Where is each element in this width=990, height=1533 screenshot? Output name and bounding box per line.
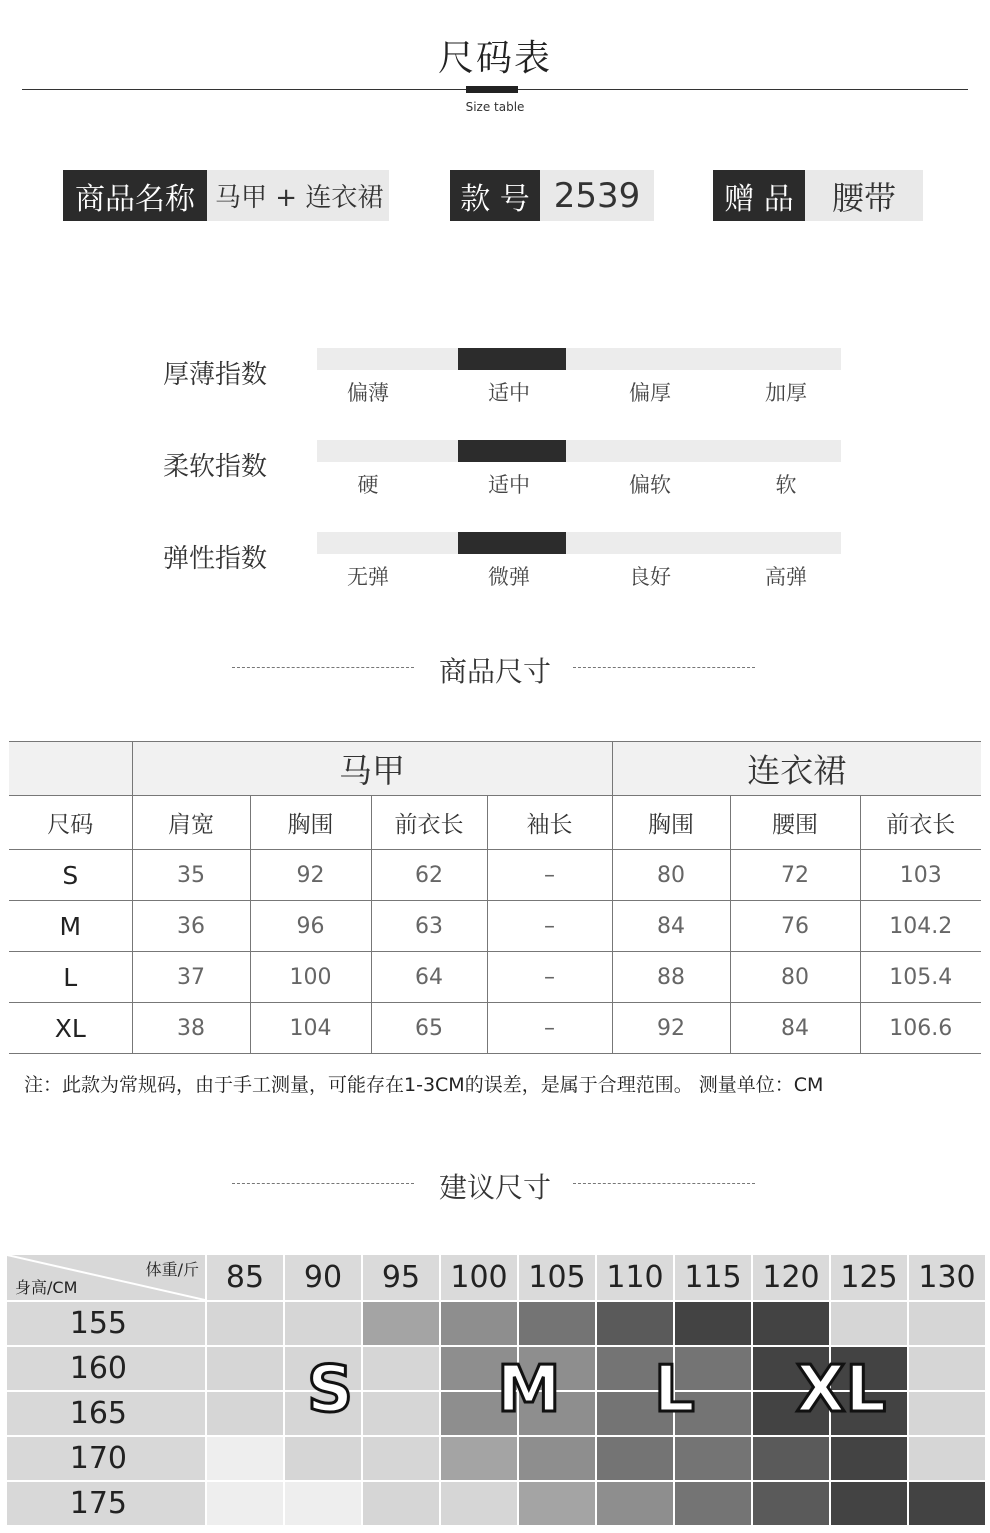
style-number-label: 款 号	[450, 170, 540, 221]
index-option: 硬	[357, 473, 379, 497]
size-cell: XL	[9, 1003, 132, 1054]
measurement-cell: 103	[860, 850, 981, 901]
measurement-cell: 106.6	[860, 1003, 981, 1054]
height-header: 160	[7, 1347, 205, 1390]
size-grid-cell	[753, 1482, 829, 1525]
measurement-cell: 65	[371, 1003, 487, 1054]
index-option: 适中	[488, 473, 530, 497]
size-grid-cell	[675, 1482, 751, 1525]
table-row	[9, 850, 981, 901]
size-grid-cell	[363, 1347, 439, 1390]
weight-header: 90	[285, 1255, 361, 1300]
measurement-cell: 62	[371, 850, 487, 901]
size-grid-cell	[207, 1437, 283, 1480]
size-grid-cell	[753, 1302, 829, 1345]
size-grid-cell	[675, 1302, 751, 1345]
measurement-cell: 72	[730, 850, 860, 901]
size-grid-cell	[675, 1437, 751, 1480]
index-track	[317, 348, 841, 370]
section-divider-right	[573, 667, 755, 668]
table-row	[9, 901, 981, 952]
height-header: 175	[7, 1482, 205, 1525]
measurement-cell: 84	[612, 901, 730, 952]
column-header: 胸围	[250, 796, 371, 850]
size-grid-cell	[519, 1302, 595, 1345]
index-option: 偏软	[629, 473, 671, 497]
measurement-cell: 36	[132, 901, 250, 952]
measurement-cell: 96	[250, 901, 371, 952]
weight-header: 95	[363, 1255, 439, 1300]
index-track	[317, 440, 841, 462]
weight-header: 105	[519, 1255, 595, 1300]
gift-label: 赠 品	[713, 170, 805, 221]
index-option: 无弹	[347, 565, 389, 589]
column-header: 前衣长	[371, 796, 487, 850]
size-grid-cell	[207, 1482, 283, 1525]
group-dress-header: 连衣裙	[612, 742, 981, 796]
size-grid-cell	[519, 1437, 595, 1480]
index-option: 偏薄	[347, 381, 389, 405]
page-title: 尺码表	[437, 38, 552, 79]
index-track	[317, 532, 841, 554]
weight-header: 85	[207, 1255, 283, 1300]
measurement-cell: 84	[730, 1003, 860, 1054]
measurement-cell: –	[487, 901, 612, 952]
column-header: 腰围	[730, 796, 860, 850]
measurement-cell: 64	[371, 952, 487, 1003]
group-vest-header: 马甲	[132, 742, 612, 796]
size-grid-cell	[909, 1392, 985, 1435]
recommended-size-title: 建议尺寸	[438, 1171, 551, 1204]
product-name-label: 商品名称	[63, 170, 207, 221]
measurement-cell: 105.4	[860, 952, 981, 1003]
weight-header: 100	[441, 1255, 517, 1300]
page-subtitle: Size table	[465, 100, 525, 114]
size-letter-m: M	[497, 1353, 561, 1427]
weight-header: 130	[909, 1255, 985, 1300]
index-title: 厚薄指数	[163, 360, 268, 390]
index-option: 软	[775, 473, 797, 497]
weight-header: 120	[753, 1255, 829, 1300]
size-grid-cell	[441, 1482, 517, 1525]
title-accent-bar	[466, 86, 518, 93]
size-grid-cell	[285, 1302, 361, 1345]
size-grid-cell	[363, 1482, 439, 1525]
weight-header: 125	[831, 1255, 907, 1300]
size-grid-cell	[909, 1437, 985, 1480]
size-grid-cell	[363, 1437, 439, 1480]
measurement-cell: –	[487, 850, 612, 901]
index-selected-marker	[458, 348, 566, 370]
section-divider-left	[232, 667, 414, 668]
index-selected-marker	[458, 440, 566, 462]
table-row	[9, 952, 981, 1003]
measurement-cell: 37	[132, 952, 250, 1003]
section-divider-right	[573, 1183, 755, 1184]
size-grid-cell	[441, 1302, 517, 1345]
style-number-value: 2539	[540, 170, 654, 221]
size-grid-cell	[597, 1437, 673, 1480]
measurement-note: 注：此款为常规码，由于手工测量，可能存在1-3CM的误差，是属于合理范围。 测量单位：CM	[24, 1074, 824, 1096]
size-letter-l: L	[654, 1353, 695, 1427]
index-option: 良好	[629, 565, 671, 589]
measurement-cell: 80	[730, 952, 860, 1003]
size-grid-cell	[831, 1482, 907, 1525]
size-grid-cell	[909, 1302, 985, 1345]
measurement-cell: 38	[132, 1003, 250, 1054]
index-title: 弹性指数	[163, 544, 268, 574]
size-cell: L	[9, 952, 132, 1003]
measurement-cell: –	[487, 1003, 612, 1054]
size-grid-cell	[285, 1437, 361, 1480]
height-header: 165	[7, 1392, 205, 1435]
measurement-cell: 76	[730, 901, 860, 952]
grid-corner	[7, 1255, 205, 1300]
size-cell: S	[9, 850, 132, 901]
index-title: 柔软指数	[163, 452, 268, 482]
measurement-cell: –	[487, 952, 612, 1003]
table-corner	[9, 742, 132, 796]
size-grid-cell	[207, 1347, 283, 1390]
index-option: 高弹	[765, 565, 807, 589]
size-table	[9, 741, 981, 1054]
size-grid-cell	[363, 1392, 439, 1435]
size-grid-cell	[909, 1347, 985, 1390]
index-option: 适中	[488, 381, 530, 405]
index-selected-marker	[458, 532, 566, 554]
size-letter-s: S	[307, 1353, 354, 1427]
column-header: 肩宽	[132, 796, 250, 850]
size-cell: M	[9, 901, 132, 952]
size-grid-cell	[207, 1392, 283, 1435]
measurement-cell: 100	[250, 952, 371, 1003]
height-axis-label: 身高/CM	[15, 1278, 78, 1297]
column-header: 胸围	[612, 796, 730, 850]
measurement-cell: 63	[371, 901, 487, 952]
size-grid-cell	[597, 1482, 673, 1525]
size-letter-xl: XL	[796, 1353, 887, 1427]
size-grid-cell	[909, 1482, 985, 1525]
product-size-title: 商品尺寸	[438, 655, 551, 688]
measurement-cell: 104	[250, 1003, 371, 1054]
index-option: 微弹	[488, 565, 530, 589]
section-divider-left	[232, 1183, 414, 1184]
measurement-cell: 92	[612, 1003, 730, 1054]
table-row	[9, 1003, 981, 1054]
column-header: 前衣长	[860, 796, 981, 850]
weight-header: 110	[597, 1255, 673, 1300]
size-grid-cell	[831, 1437, 907, 1480]
measurement-cell: 92	[250, 850, 371, 901]
size-grid-cell	[597, 1302, 673, 1345]
column-header: 尺码	[9, 796, 132, 850]
measurement-cell: 88	[612, 952, 730, 1003]
measurement-cell: 80	[612, 850, 730, 901]
height-header: 155	[7, 1302, 205, 1345]
weight-axis-label: 体重/斤	[145, 1260, 199, 1279]
measurement-cell: 35	[132, 850, 250, 901]
size-grid-cell	[831, 1302, 907, 1345]
product-name-value: 马甲 + 连衣裙	[207, 170, 389, 221]
gift-value: 腰带	[805, 170, 923, 221]
size-grid-cell	[363, 1302, 439, 1345]
size-grid-cell	[441, 1437, 517, 1480]
height-header: 170	[7, 1437, 205, 1480]
index-option: 偏厚	[629, 381, 671, 405]
size-grid-cell	[519, 1482, 595, 1525]
size-grid-cell	[753, 1437, 829, 1480]
size-grid-cell	[207, 1302, 283, 1345]
weight-header: 115	[675, 1255, 751, 1300]
index-option: 加厚	[765, 381, 807, 405]
column-header: 袖长	[487, 796, 612, 850]
column-header-row	[9, 796, 981, 850]
size-grid-cell	[285, 1482, 361, 1525]
measurement-cell: 104.2	[860, 901, 981, 952]
